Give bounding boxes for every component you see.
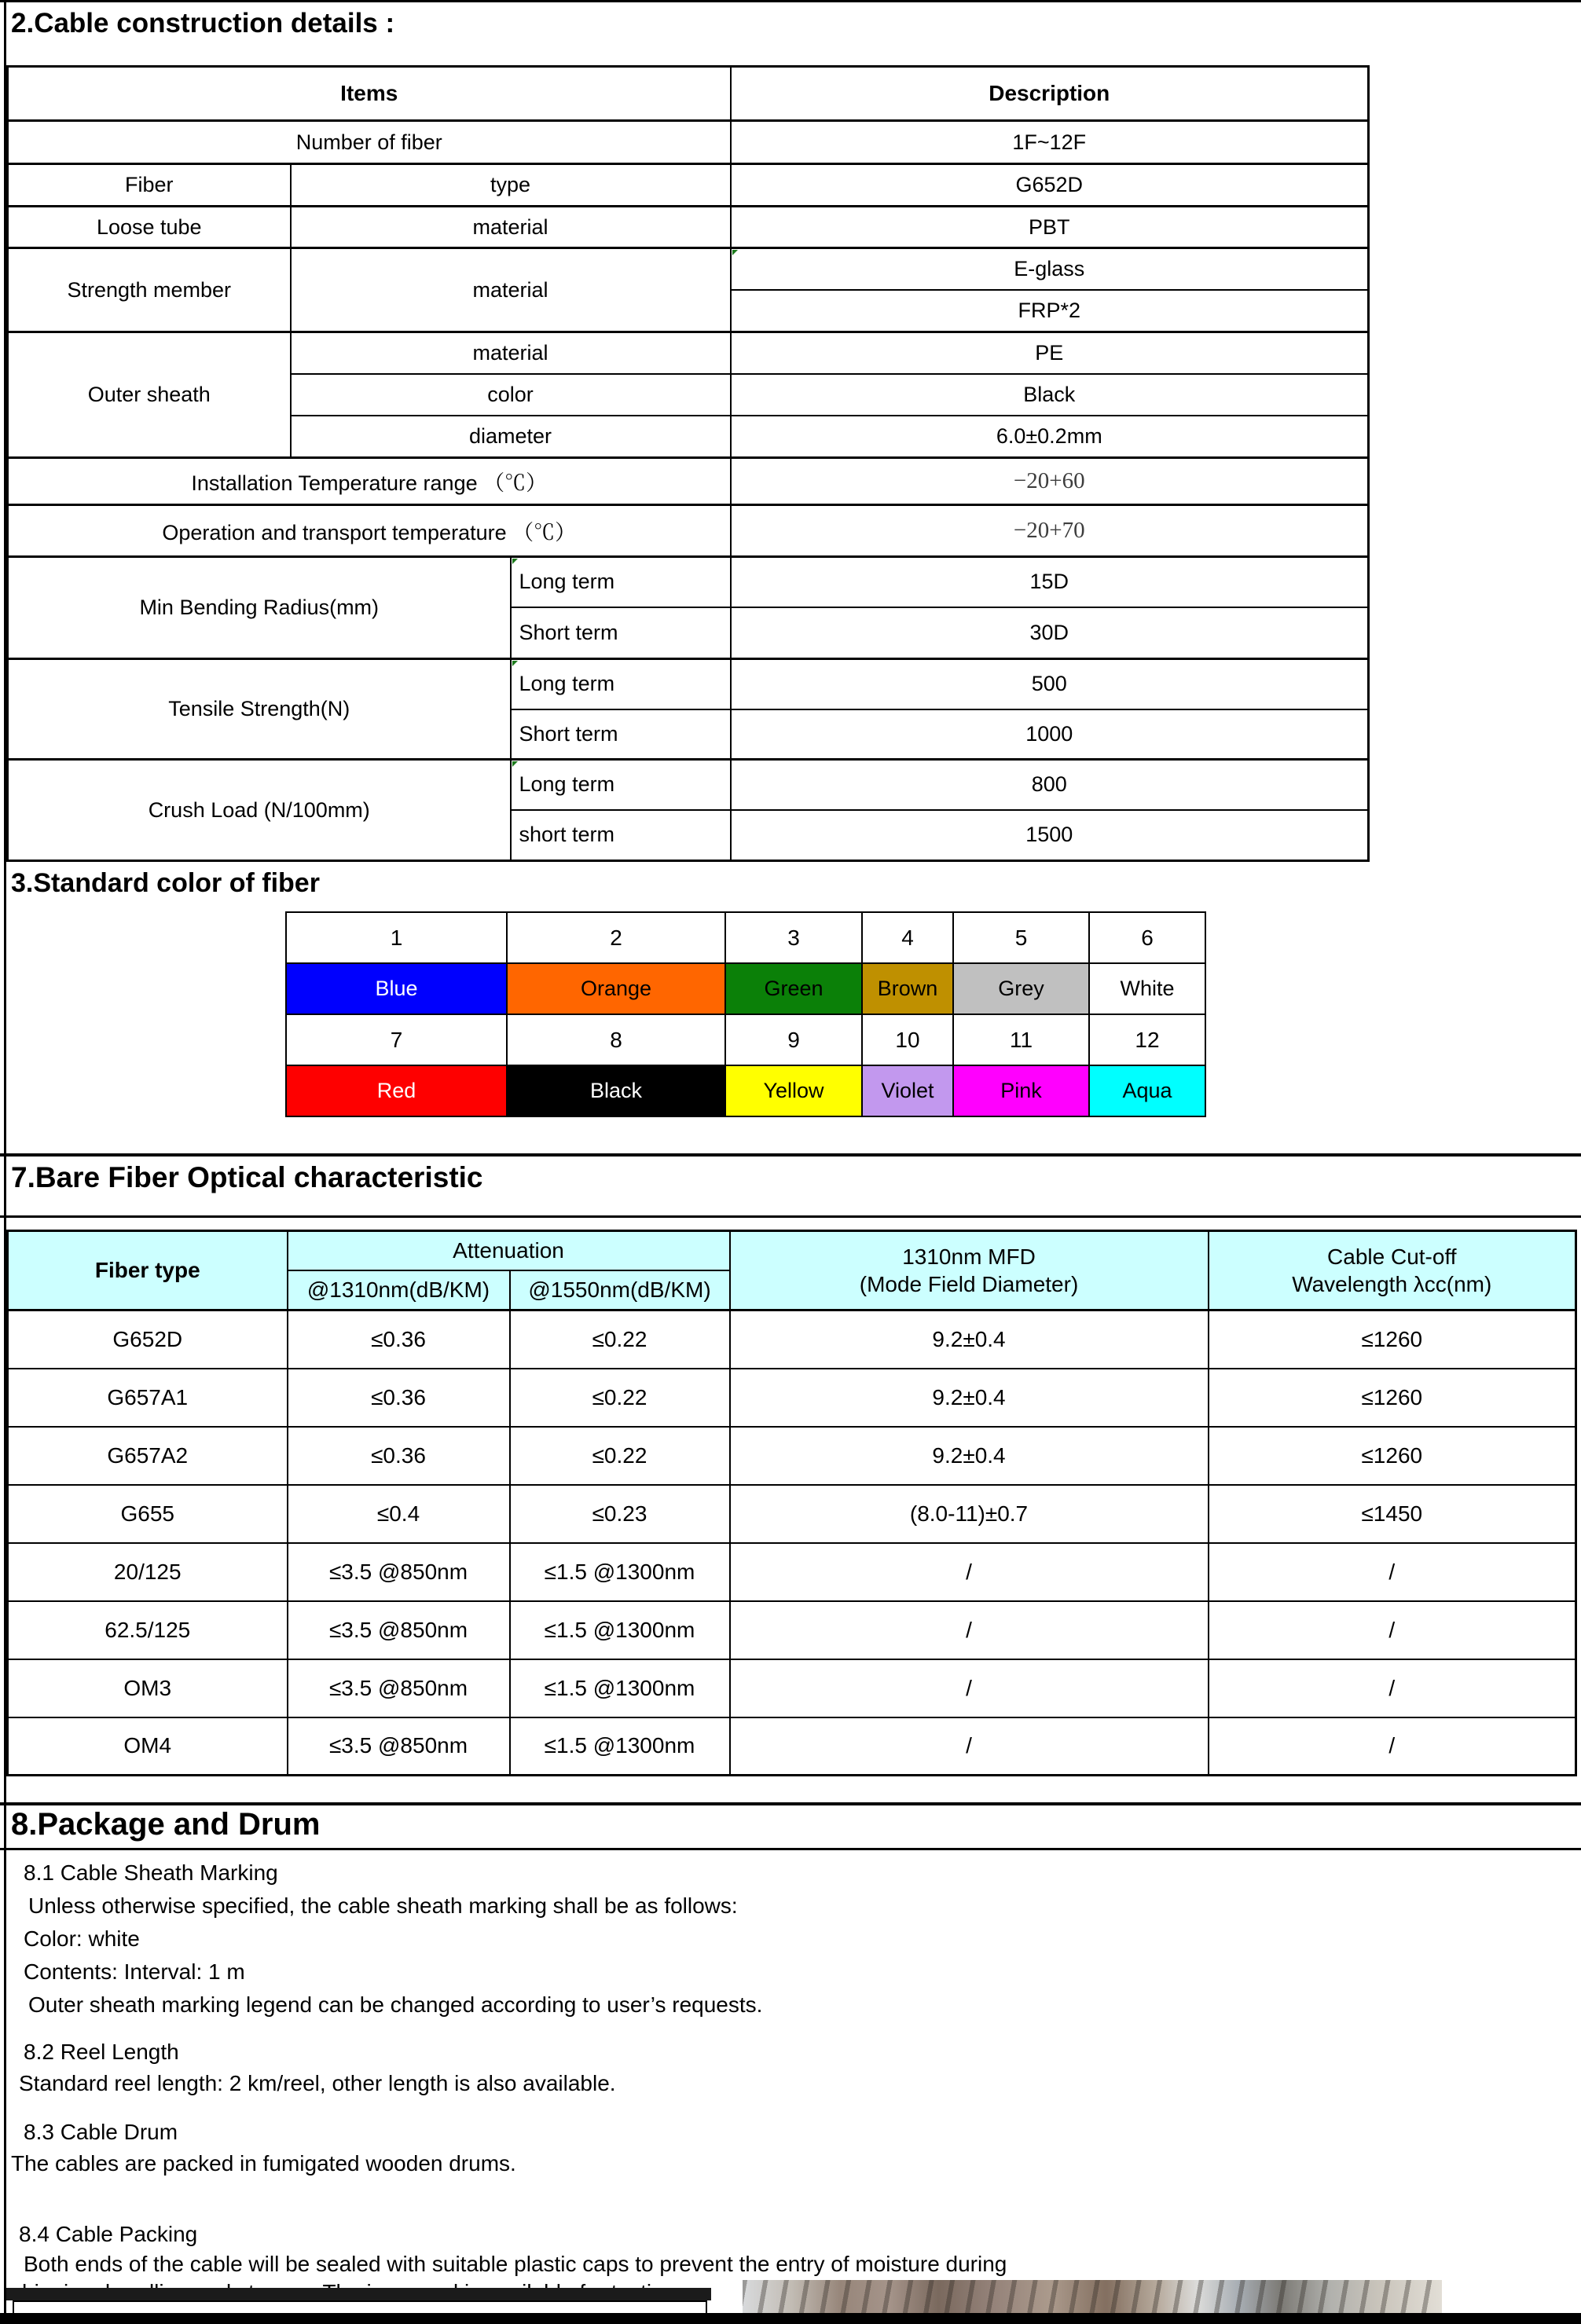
attenuation-1310-cell: ≤3.5 @850nm <box>288 1601 510 1659</box>
color-number-cell: 3 <box>725 912 862 963</box>
header-mfd-line1: 1310nm MFD <box>902 1244 1036 1269</box>
color-number-cell: 2 <box>507 912 725 963</box>
attenuation-1310-cell: ≤0.36 <box>288 1369 510 1427</box>
s84-line1: Both ends of the cable will be sealed with suitable plastic caps to prevent the entry of moisture during <box>24 2252 1007 2276</box>
color-swatch-black: Black <box>507 1065 725 1116</box>
s82-heading: 8.2 Reel Length <box>24 2040 179 2064</box>
color-swatch-brown: Brown <box>862 963 953 1014</box>
s81-line4: Outer sheath marking legend can be changed according to user’s requests. <box>28 1992 763 2017</box>
row-bend-short-label: Short term <box>511 607 731 659</box>
attenuation-1550-cell: ≤0.22 <box>510 1369 730 1427</box>
page-bottom-border <box>0 2313 1581 2324</box>
attenuation-1550-cell: ≤1.5 @1300nm <box>510 1659 730 1717</box>
header-fiber-type: Fiber type <box>8 1231 288 1310</box>
section7-title: 7.Bare Fiber Optical characteristic <box>11 1161 483 1193</box>
color-swatch-green: Green <box>725 963 862 1014</box>
cutoff-cell: / <box>1209 1601 1576 1659</box>
color-swatch-pink: Pink <box>953 1065 1089 1116</box>
s81-heading: 8.1 Cable Sheath Marking <box>24 1860 278 1885</box>
row-loose-tube-value: PBT <box>731 207 1369 248</box>
row-outer-sheath-value2: Black <box>731 374 1369 416</box>
attenuation-1550-cell: ≤1.5 @1300nm <box>510 1717 730 1776</box>
s81-line3: Contents: Interval: 1 m <box>24 1959 245 1984</box>
fiber-color-table <box>285 911 1206 1117</box>
row-crush-short-label: short term <box>511 810 731 861</box>
row-tensile-long-value: 500 <box>731 659 1369 709</box>
s84-heading: 8.4 Cable Packing <box>19 2222 198 2246</box>
header-at1310: @1310nm(dB/KM) <box>288 1270 510 1310</box>
header-at1550: @1550nm(dB/KM) <box>510 1270 730 1310</box>
cutoff-cell: ≤1260 <box>1209 1427 1576 1485</box>
color-swatch-red: Red <box>286 1065 507 1116</box>
optical-characteristic-table <box>6 1230 1577 1776</box>
s81-line2: Color: white <box>24 1926 140 1951</box>
mfd-cell: 9.2±0.4 <box>730 1427 1209 1485</box>
attenuation-1310-cell: ≤0.36 <box>288 1427 510 1485</box>
row-loose-tube-label: Loose tube <box>8 207 291 248</box>
color-swatch-violet: Violet <box>862 1065 953 1116</box>
s83-heading: 8.3 Cable Drum <box>24 2120 178 2144</box>
row-bend-short-value: 30D <box>731 607 1369 659</box>
fiber-type-cell: 62.5/125 <box>8 1601 288 1659</box>
color-number-cell: 6 <box>1089 912 1205 963</box>
color-swatch-grey: Grey <box>953 963 1089 1014</box>
color-swatch-aqua: Aqua <box>1089 1065 1205 1116</box>
color-number-cell: 7 <box>286 1014 507 1065</box>
cutoff-cell: / <box>1209 1543 1576 1601</box>
fiber-type-cell: G657A2 <box>8 1427 288 1485</box>
row-bend-long-value: 15D <box>731 557 1369 607</box>
row-crush-long-value: 800 <box>731 760 1369 810</box>
next-table-top-border <box>6 2288 711 2300</box>
page-top-border <box>0 0 1581 2</box>
row-outer-sheath-value3: 6.0±0.2mm <box>731 416 1369 458</box>
cutoff-cell: ≤1260 <box>1209 1369 1576 1427</box>
fiber-type-cell: OM4 <box>8 1717 288 1776</box>
mfd-cell: / <box>730 1601 1209 1659</box>
fiber-type-cell: OM3 <box>8 1659 288 1717</box>
mfd-cell: 9.2±0.4 <box>730 1369 1209 1427</box>
header-cutoff <box>1209 1231 1576 1310</box>
section7-top-rule <box>0 1153 1581 1157</box>
section7-title-underline <box>0 1215 1581 1218</box>
color-number-cell: 8 <box>507 1014 725 1065</box>
color-swatch-orange: Orange <box>507 963 725 1014</box>
cutoff-cell: / <box>1209 1659 1576 1717</box>
row-tensile-label: Tensile Strength(N) <box>8 659 511 760</box>
fiber-type-cell: G652D <box>8 1310 288 1369</box>
mfd-cell: (8.0-11)±0.7 <box>730 1485 1209 1543</box>
row-fiber-value: G652D <box>731 164 1369 207</box>
cutoff-cell: / <box>1209 1717 1576 1776</box>
row-bend-radius-label: Min Bending Radius(mm) <box>8 557 511 659</box>
header-mfd <box>730 1231 1209 1310</box>
row-oper-temp-label: Operation and transport temperature （℃） <box>8 505 731 557</box>
mfd-cell: / <box>730 1543 1209 1601</box>
attenuation-1550-cell: ≤0.22 <box>510 1427 730 1485</box>
attenuation-1550-cell: ≤1.5 @1300nm <box>510 1543 730 1601</box>
attenuation-1310-cell: ≤3.5 @850nm <box>288 1659 510 1717</box>
attenuation-1310-cell: ≤0.4 <box>288 1485 510 1543</box>
attenuation-1550-cell: ≤1.5 @1300nm <box>510 1601 730 1659</box>
cable-construction-table <box>6 65 1370 862</box>
header-attenuation: Attenuation <box>288 1231 730 1270</box>
row-bend-long-label: Long term <box>511 557 731 607</box>
fiber-type-cell: G657A1 <box>8 1369 288 1427</box>
row-tensile-short-label: Short term <box>511 709 731 760</box>
row-crush-long-label: Long term <box>511 760 731 810</box>
row-loose-tube-sub: material <box>291 207 731 248</box>
fiber-type-cell: 20/125 <box>8 1543 288 1601</box>
fiber-type-cell: G655 <box>8 1485 288 1543</box>
row-tensile-long-label: Long term <box>511 659 731 709</box>
mfd-cell: / <box>730 1659 1209 1717</box>
color-number-cell: 10 <box>862 1014 953 1065</box>
row-strength-member-value2: FRP*2 <box>731 290 1369 332</box>
header-cutoff-line1: Cable Cut-off <box>1327 1244 1457 1269</box>
color-swatch-yellow: Yellow <box>725 1065 862 1116</box>
header-cutoff-line2: Wavelength λcc(nm) <box>1292 1272 1492 1296</box>
row-outer-sheath-label: Outer sheath <box>8 332 291 458</box>
s83-line1: The cables are packed in fumigated wooden drums. <box>11 2151 516 2176</box>
section8-title-underline <box>0 1848 1581 1850</box>
row-fiber-label: Fiber <box>8 164 291 207</box>
color-number-cell: 12 <box>1089 1014 1205 1065</box>
attenuation-1310-cell: ≤3.5 @850nm <box>288 1717 510 1776</box>
row-strength-member-value1: E-glass <box>731 248 1369 290</box>
color-number-cell: 9 <box>725 1014 862 1065</box>
color-number-cell: 1 <box>286 912 507 963</box>
row-tensile-short-value: 1000 <box>731 709 1369 760</box>
section2-title: 2.Cable construction details : <box>11 8 395 38</box>
row-oper-temp-value: −20+70 <box>731 505 1369 557</box>
row-fiber-sub: type <box>291 164 731 207</box>
row-crush-label: Crush Load (N/100mm) <box>8 760 511 861</box>
mfd-cell: / <box>730 1717 1209 1776</box>
mfd-cell: 9.2±0.4 <box>730 1310 1209 1369</box>
section8-title: 8.Package and Drum <box>11 1807 321 1842</box>
attenuation-1550-cell: ≤0.23 <box>510 1485 730 1543</box>
attenuation-1550-cell: ≤0.22 <box>510 1310 730 1369</box>
color-swatch-white: White <box>1089 963 1205 1014</box>
attenuation-1310-cell: ≤0.36 <box>288 1310 510 1369</box>
header-mfd-line2: (Mode Field Diameter) <box>859 1272 1079 1296</box>
s82-line1: Standard reel length: 2 km/reel, other length is also available. <box>19 2071 616 2095</box>
row-crush-short-value: 1500 <box>731 810 1369 861</box>
header-items: Items <box>8 67 731 121</box>
color-number-cell: 11 <box>953 1014 1089 1065</box>
drum-photo-strip <box>743 2280 1442 2315</box>
s81-line1: Unless otherwise specified, the cable sheath marking shall be as follows: <box>28 1893 738 1918</box>
color-number-cell: 4 <box>862 912 953 963</box>
row-outer-sheath-value1: PE <box>731 332 1369 374</box>
section3-title: 3.Standard color of fiber <box>11 868 320 898</box>
cutoff-cell: ≤1450 <box>1209 1485 1576 1543</box>
row-install-temp-value: −20+60 <box>731 458 1369 505</box>
color-swatch-blue: Blue <box>286 963 507 1014</box>
row-strength-member-label: Strength member <box>8 248 291 332</box>
color-number-cell: 5 <box>953 912 1089 963</box>
row-install-temp-label: Installation Temperature range （℃） <box>8 458 731 505</box>
attenuation-1310-cell: ≤3.5 @850nm <box>288 1543 510 1601</box>
row-number-of-fiber-label: Number of fiber <box>8 121 731 164</box>
row-outer-sheath-sub2: color <box>291 374 731 416</box>
row-number-of-fiber-value: 1F~12F <box>731 121 1369 164</box>
header-description: Description <box>731 67 1369 121</box>
row-outer-sheath-sub1: material <box>291 332 731 374</box>
row-strength-member-sub: material <box>291 248 731 332</box>
cutoff-cell: ≤1260 <box>1209 1310 1576 1369</box>
row-outer-sheath-sub3: diameter <box>291 416 731 458</box>
section8-top-rule <box>0 1802 1581 1805</box>
